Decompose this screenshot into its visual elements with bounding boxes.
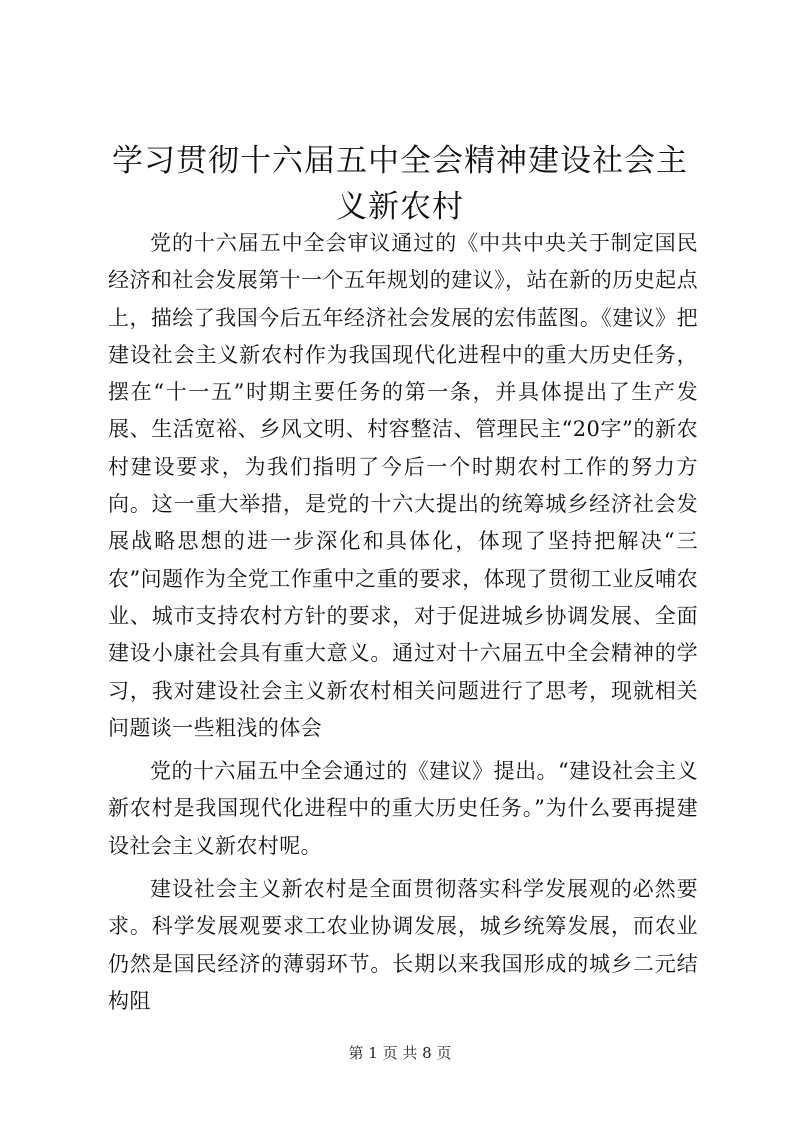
- page-footer: 第 1 页 共 8 页: [348, 1044, 452, 1062]
- paragraph-1: 党的十六届五中全会审议通过的《中共中央关于制定国民经济和社会发展第十一个五年规划的建议》，站在新的历史起点上，描绘了我国今后五年经济社会发展的宏伟蓝图。《建议》把建设社会主义新农村作为我国现代化进程中的重大历史任务，摆在“十一五”时期主要任务的第一条，并具体提出了生产发展、生活宽裕、乡风文明、村容整洁、管理民主“20字”的新农村建设要求，为我们指明了今后一个时期农村工作的努力方向。这一重大举措，是党的十六大提出的统筹城乡经济社会发展战略思想的进一步深化和具体化，体现了坚持把解决“三农”问题作为全党工作重中之重的要求，体现了贯彻工业反哺农业、城市支持农村方针的要求，对于促进城乡协调发展、全面建设小康社会具有重大意义。通过对十六届五中全会精神的学习，我对建设社会主义新农村相关问题进行了思考，现就相关问题谈一些粗浅的体会: [108, 231, 698, 740]
- document-title: 学习贯彻十六届五中全会精神建设社会主义新农村: [112, 143, 688, 225]
- paragraph-2: 党的十六届五中全会通过的《建议》提出。“建设社会主义新农村是我国现代化进程中的重大历史任务。”为什么要再提建设社会主义新农村呢。: [108, 759, 698, 858]
- document-body: [108, 225, 698, 1020]
- paragraph-3: 建设社会主义新农村是全面贯彻落实科学发展观的必然要求。科学发展观要求工农业协调发展，城乡统筹发展，而农业仍然是国民经济的薄弱环节。长期以来我国形成的城乡二元结构阻: [108, 877, 698, 1013]
